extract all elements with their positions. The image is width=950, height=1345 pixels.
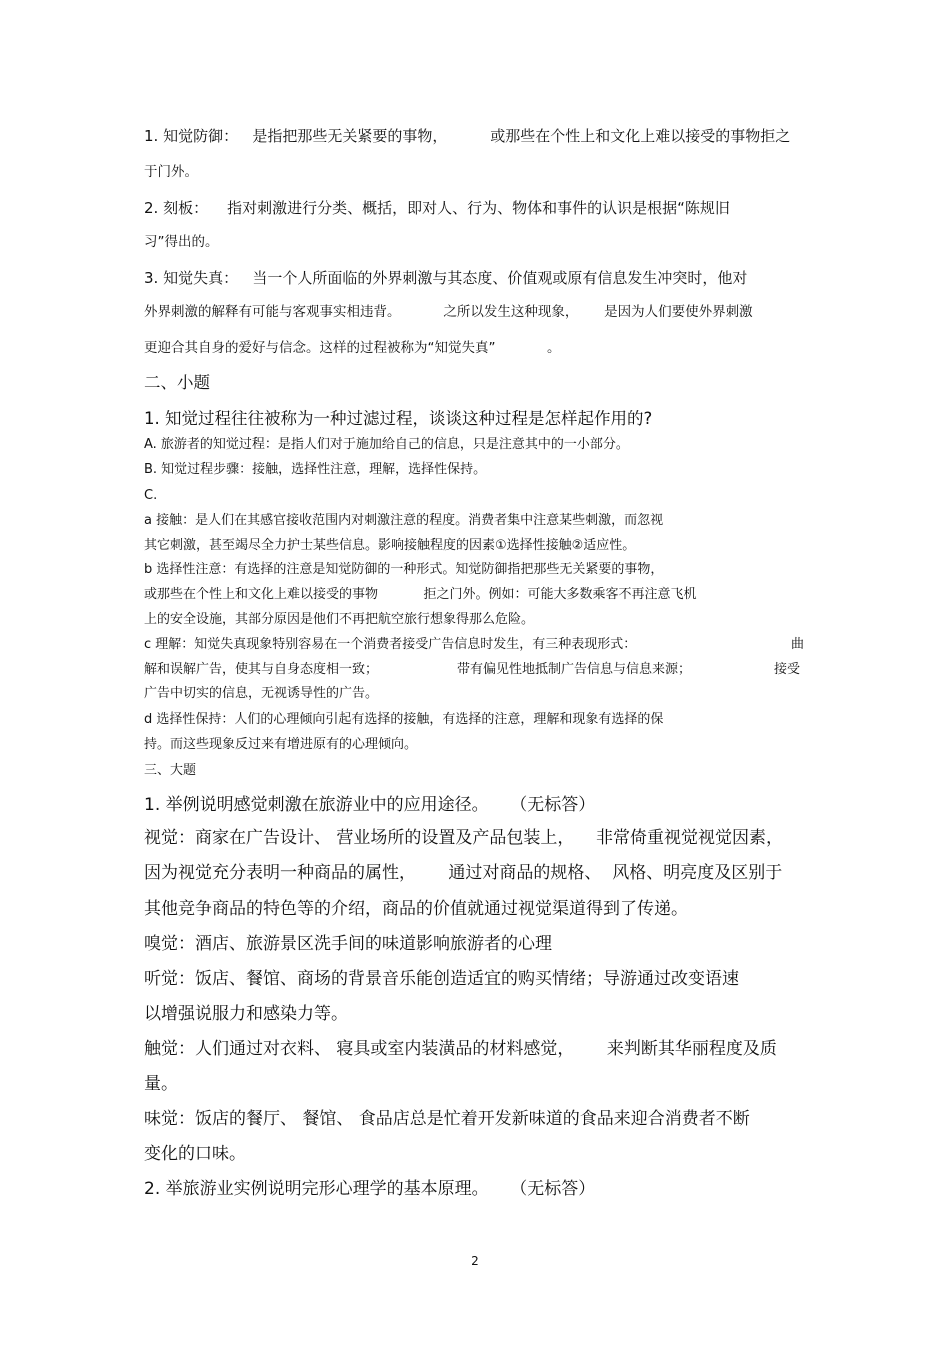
answer-line: A. 旅游者的知觉过程：是指人们对于施加给自己的信息，只是注意其中的一小部分。 [144, 437, 629, 452]
question-title: 1. 举例说明感觉刺激在旅游业中的应用途径。 （无标答） [144, 795, 596, 815]
body-line: 以增强说服力和感染力等。 [144, 1004, 348, 1024]
answer-line-fragment: 带有偏见性地抵制广告信息与信息来源； [457, 662, 692, 677]
answer-line: c 理解：知觉失真现象特别容易在一个消费者接受广告信息时发生，有三种表现形式： [144, 637, 637, 652]
definition-continuation: 习”得出的。 [144, 234, 219, 250]
body-line: 触觉：人们通过对衣料、 寝具或室内装潢品的材料感觉， 来判断其华丽程度及质 [144, 1039, 777, 1059]
answer-line: b 选择性注意：有选择的注意是知觉防御的一种形式。知觉防御指把那些无关紧要的事物， [144, 562, 664, 577]
body-line: 因为视觉充分表明一种商品的属性， 通过对商品的规格、 风格、明亮度及区别于 [144, 863, 783, 883]
page-number: 2 [471, 1254, 479, 1268]
definition-continuation: 更迎合其自身的爱好与信念。这样的过程被称为“知觉失真” 。 [144, 340, 561, 356]
section-heading-short-questions: 二、小题 [144, 373, 210, 392]
answer-line: d 选择性保持：人们的心理倾向引起有选择的接触，有选择的注意，理解和现象有选择的保 [144, 712, 664, 727]
body-line: 听觉：饭店、餐馆、商场的背景音乐能创造适宜的购买情绪；导游通过改变语速 [144, 969, 739, 989]
answer-line-fragment: 接受 [774, 662, 801, 677]
answer-line: 广告中切实的信息，无视诱导性的广告。 [144, 686, 379, 701]
body-line: 变化的口味。 [144, 1144, 246, 1164]
body-line: 其他竞争商品的特色等的介绍，商品的价值就通过视觉渠道得到了传递。 [144, 899, 688, 919]
answer-line: B. 知觉过程步骤：接触，选择性注意，理解，选择性保持。 [144, 462, 487, 477]
answer-line-fragment: 曲 [791, 637, 805, 652]
definition-continuation: 外界刺激的解释有可能与客观事实相违背。 之所以发生这种现象， 是因为人们要使外界刺激 [144, 304, 753, 320]
answer-line: 或那些在个性上和文化上难以接受的事物 拒之门外。例如：可能大多数乘客不再注意飞机 [144, 587, 697, 602]
question-title: 1. 知觉过程往往被称为一种过滤过程，谈谈这种过程是怎样起作用的? [144, 409, 653, 428]
answer-line: 其它刺激，甚至竭尽全力护士某些信息。影响接触程度的因素①选择性接触②适应性。 [144, 538, 636, 553]
answer-line: 解和误解广告，使其与自身态度相一致； [144, 662, 379, 677]
definition-perceptual-distortion: 3. 知觉失真： 当一个人所面临的外界刺激与其态度、价值观或原有信息发生冲突时，他对 [144, 269, 748, 287]
body-line: 味觉：饭店的餐厅、 餐馆、 食品店总是忙着开发新味道的食品来迎合消费者不断 [144, 1109, 750, 1129]
definition-continuation: 于门外。 [144, 164, 198, 180]
body-line: 视觉：商家在广告设计、 营业场所的设置及产品包装上， 非常倚重视觉视觉因素， [144, 828, 784, 848]
answer-line: 持。而这些现象反过来有增进原有的心理倾向。 [144, 737, 418, 752]
answer-line: C. [144, 488, 158, 503]
body-line: 嗅觉：酒店、旅游景区洗手间的味道影响旅游者的心理 [144, 934, 552, 954]
definition-perceptual-defense: 1. 知觉防御： 是指把那些无关紧要的事物， 或那些在个性上和文化上难以接受的事物拒之 [144, 127, 791, 145]
definition-stereotype: 2. 刻板： 指对刺激进行分类、概括，即对人、行为、物体和事件的认识是根据“陈规旧 [144, 199, 730, 217]
answer-line: 上的安全设施，其部分原因是他们不再把航空旅行想象得那么危险。 [144, 612, 535, 627]
body-line: 量。 [144, 1074, 178, 1094]
section-heading-long-questions: 三、大题 [144, 763, 197, 778]
question-title: 2. 举旅游业实例说明完形心理学的基本原理。 （无标答） [144, 1179, 596, 1199]
answer-line: a 接触：是人们在其感官接收范围内对刺激注意的程度。消费者集中注意某些刺激，而忽视 [144, 513, 664, 528]
